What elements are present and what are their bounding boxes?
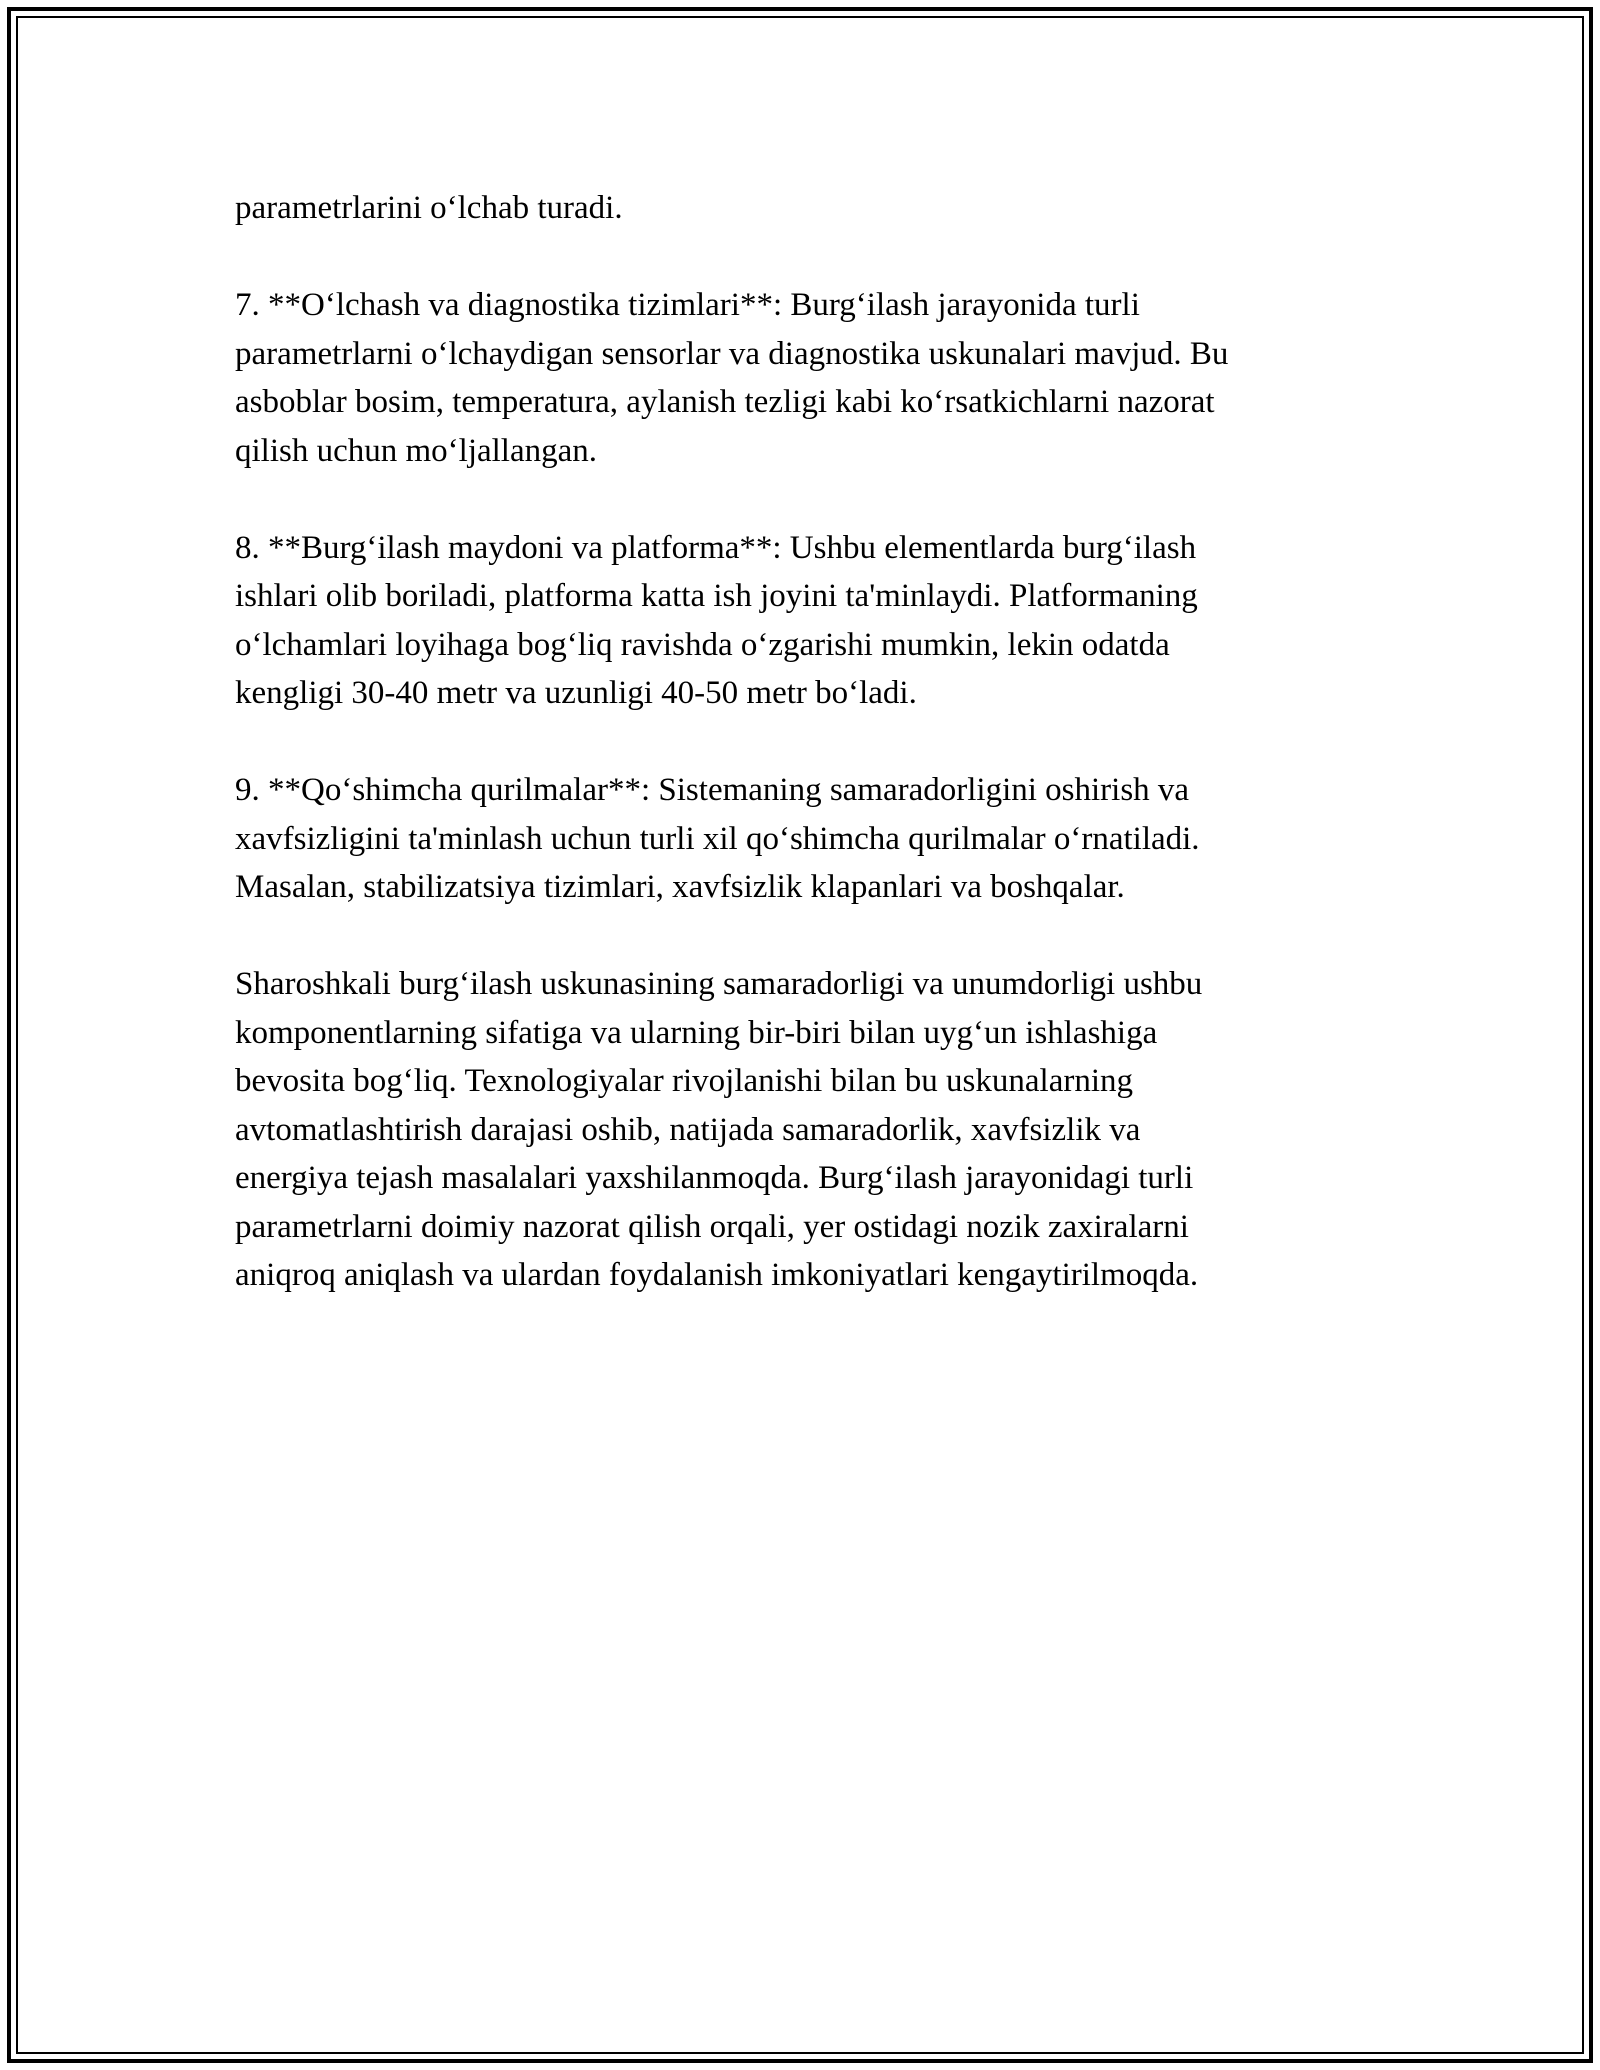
paragraph-conclusion: Sharoshkali burg‘ilash uskunasining samaradorligi va unumdorligi ushbu komponentlarning sifatiga va ularning bir-biri bilan uyg‘un ishlashiga bevosita bog‘liq. Texnologiyalar rivojlanishi bilan bu uskunalarning avtomatlashtirish darajasi oshib, natijada samaradorlik, xavfsizlik va energiya tejash masalalari yaxshilanmoqda. Burg‘ilash jarayonidagi turli parametrlarni doimiy nazorat qilish orqali, yer ostidagi nozik zaxiralarni aniqroq aniqlash va ulardan foydalanish imkoniyatlari kengaytirilmoqda. [235, 966, 1203, 1293]
document-body [235, 184, 1365, 1300]
paragraph-item-9: 9. **Qo‘shimcha qurilmalar**: Sistemaning samaradorligini oshirish va xavfsizligini ta'minlash uchun turli xil qo‘shimcha qurilmalar o‘rnatiladi. Masalan, stabilizatsiya tizimlari, xavfsizlik klapanlari va boshqalar. [235, 772, 1200, 905]
paragraph-item-8: 8. **Burg‘ilash maydoni va platforma**: Ushbu elementlarda burg‘ilash ishlari olib boriladi, platforma katta ish joyini ta'minlaydi. Platformaning o‘lchamlari loyihaga bog‘liq ravishda o‘zgarishi mumkin, lekin odatda kengligi 30-40 metr va uzunligi 40-50 metr bo‘ladi. [235, 529, 1198, 711]
paragraph-continuation: parametrlarini o‘lchab turadi. [235, 190, 623, 226]
paragraph-item-7: 7. **O‘lchash va diagnostika tizimlari**: Burg‘ilash jarayonida turli parametrlarni o‘lchaydigan sensorlar va diagnostika uskunalari mavjud. Bu asboblar bosim, temperatura, aylanish tezligi kabi ko‘rsatkichlarni nazorat qilish uchun mo‘ljallangan. [235, 287, 1229, 469]
